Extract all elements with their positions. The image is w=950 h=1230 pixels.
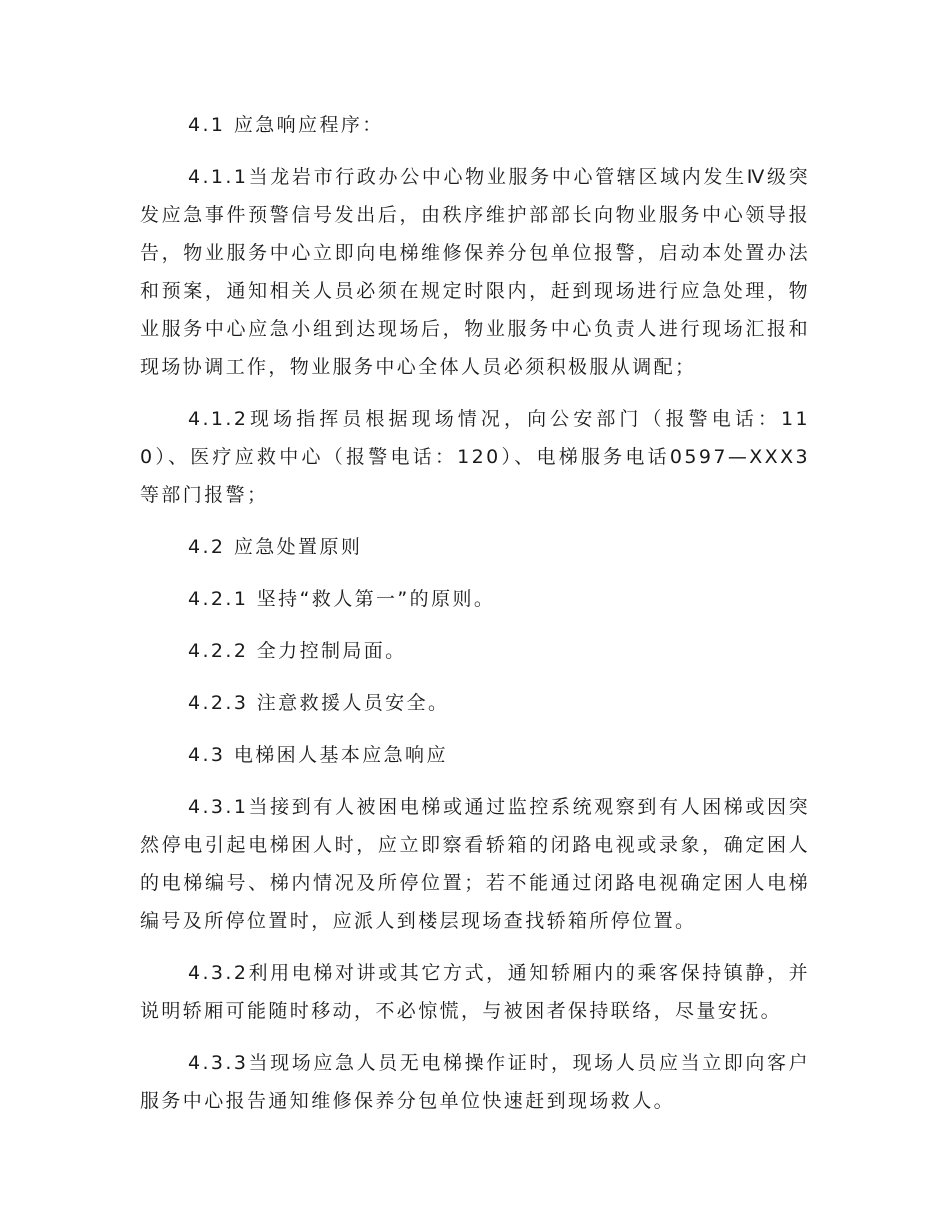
paragraph-4-2-2: 4.2.2 全力控制局面。 [188, 640, 407, 662]
paragraph-4-2-1: 4.2.1 坚持“救人第一”的原则。 [188, 588, 496, 610]
section-heading-4-3: 4.3 电梯困人基本应急响应 [188, 744, 448, 766]
paragraph-4-2-3: 4.2.3 注意救援人员安全。 [188, 692, 450, 714]
paragraph-4-1-2: 4.1.2现场指挥员根据现场情况，向公安部门（报警电话：110）、医疗应救中心（报警电话：120）、电梯服务电话0597—XXX3等部门报警； [140, 408, 810, 506]
paragraph-4-3-3: 4.3.3当现场应急人员无电梯操作证时，现场人员应当立即向客户服务中心报告通知维修保养分包单位快速赶到现场救人。 [140, 1052, 810, 1112]
document-body [140, 106, 810, 1120]
section-heading-4-2: 4.2 应急处置原则 [188, 536, 363, 558]
paragraph-4-3-2: 4.3.2利用电梯对讲或其它方式，通知轿厢内的乘客保持镇静，并说明轿厢可能随时移动，不必惊慌，与被困者保持联络，尽量安抚。 [140, 962, 810, 1022]
paragraph-4-1-1: 4.1.1当龙岩市行政办公中心物业服务中心管辖区域内发生Ⅳ级突发应急事件预警信号发出后，由秩序维护部部长向物业服务中心领导报告，物业服务中心立即向电梯维修保养分包单位报警，启动本处置办法和预案，通知相关人员必须在规定时限内，赶到现场进行应急处理，物业服务中心应急小组到达现场后，物业服务中心负责人进行现场汇报和现场协调工作，物业服务中心全体人员必须积极服从调配； [140, 166, 810, 378]
section-heading-4-1: 4.1 应急响应程序： [188, 114, 384, 136]
paragraph-4-3-1: 4.3.1当接到有人被困电梯或通过监控系统观察到有人困梯或因突然停电引起电梯困人时，应立即察看轿箱的闭路电视或录象，确定困人的电梯编号、梯内情况及所停位置；若不能通过闭路电视确定困人电梯编号及所停位置时，应派人到楼层现场查找轿箱所停位置。 [140, 796, 810, 932]
